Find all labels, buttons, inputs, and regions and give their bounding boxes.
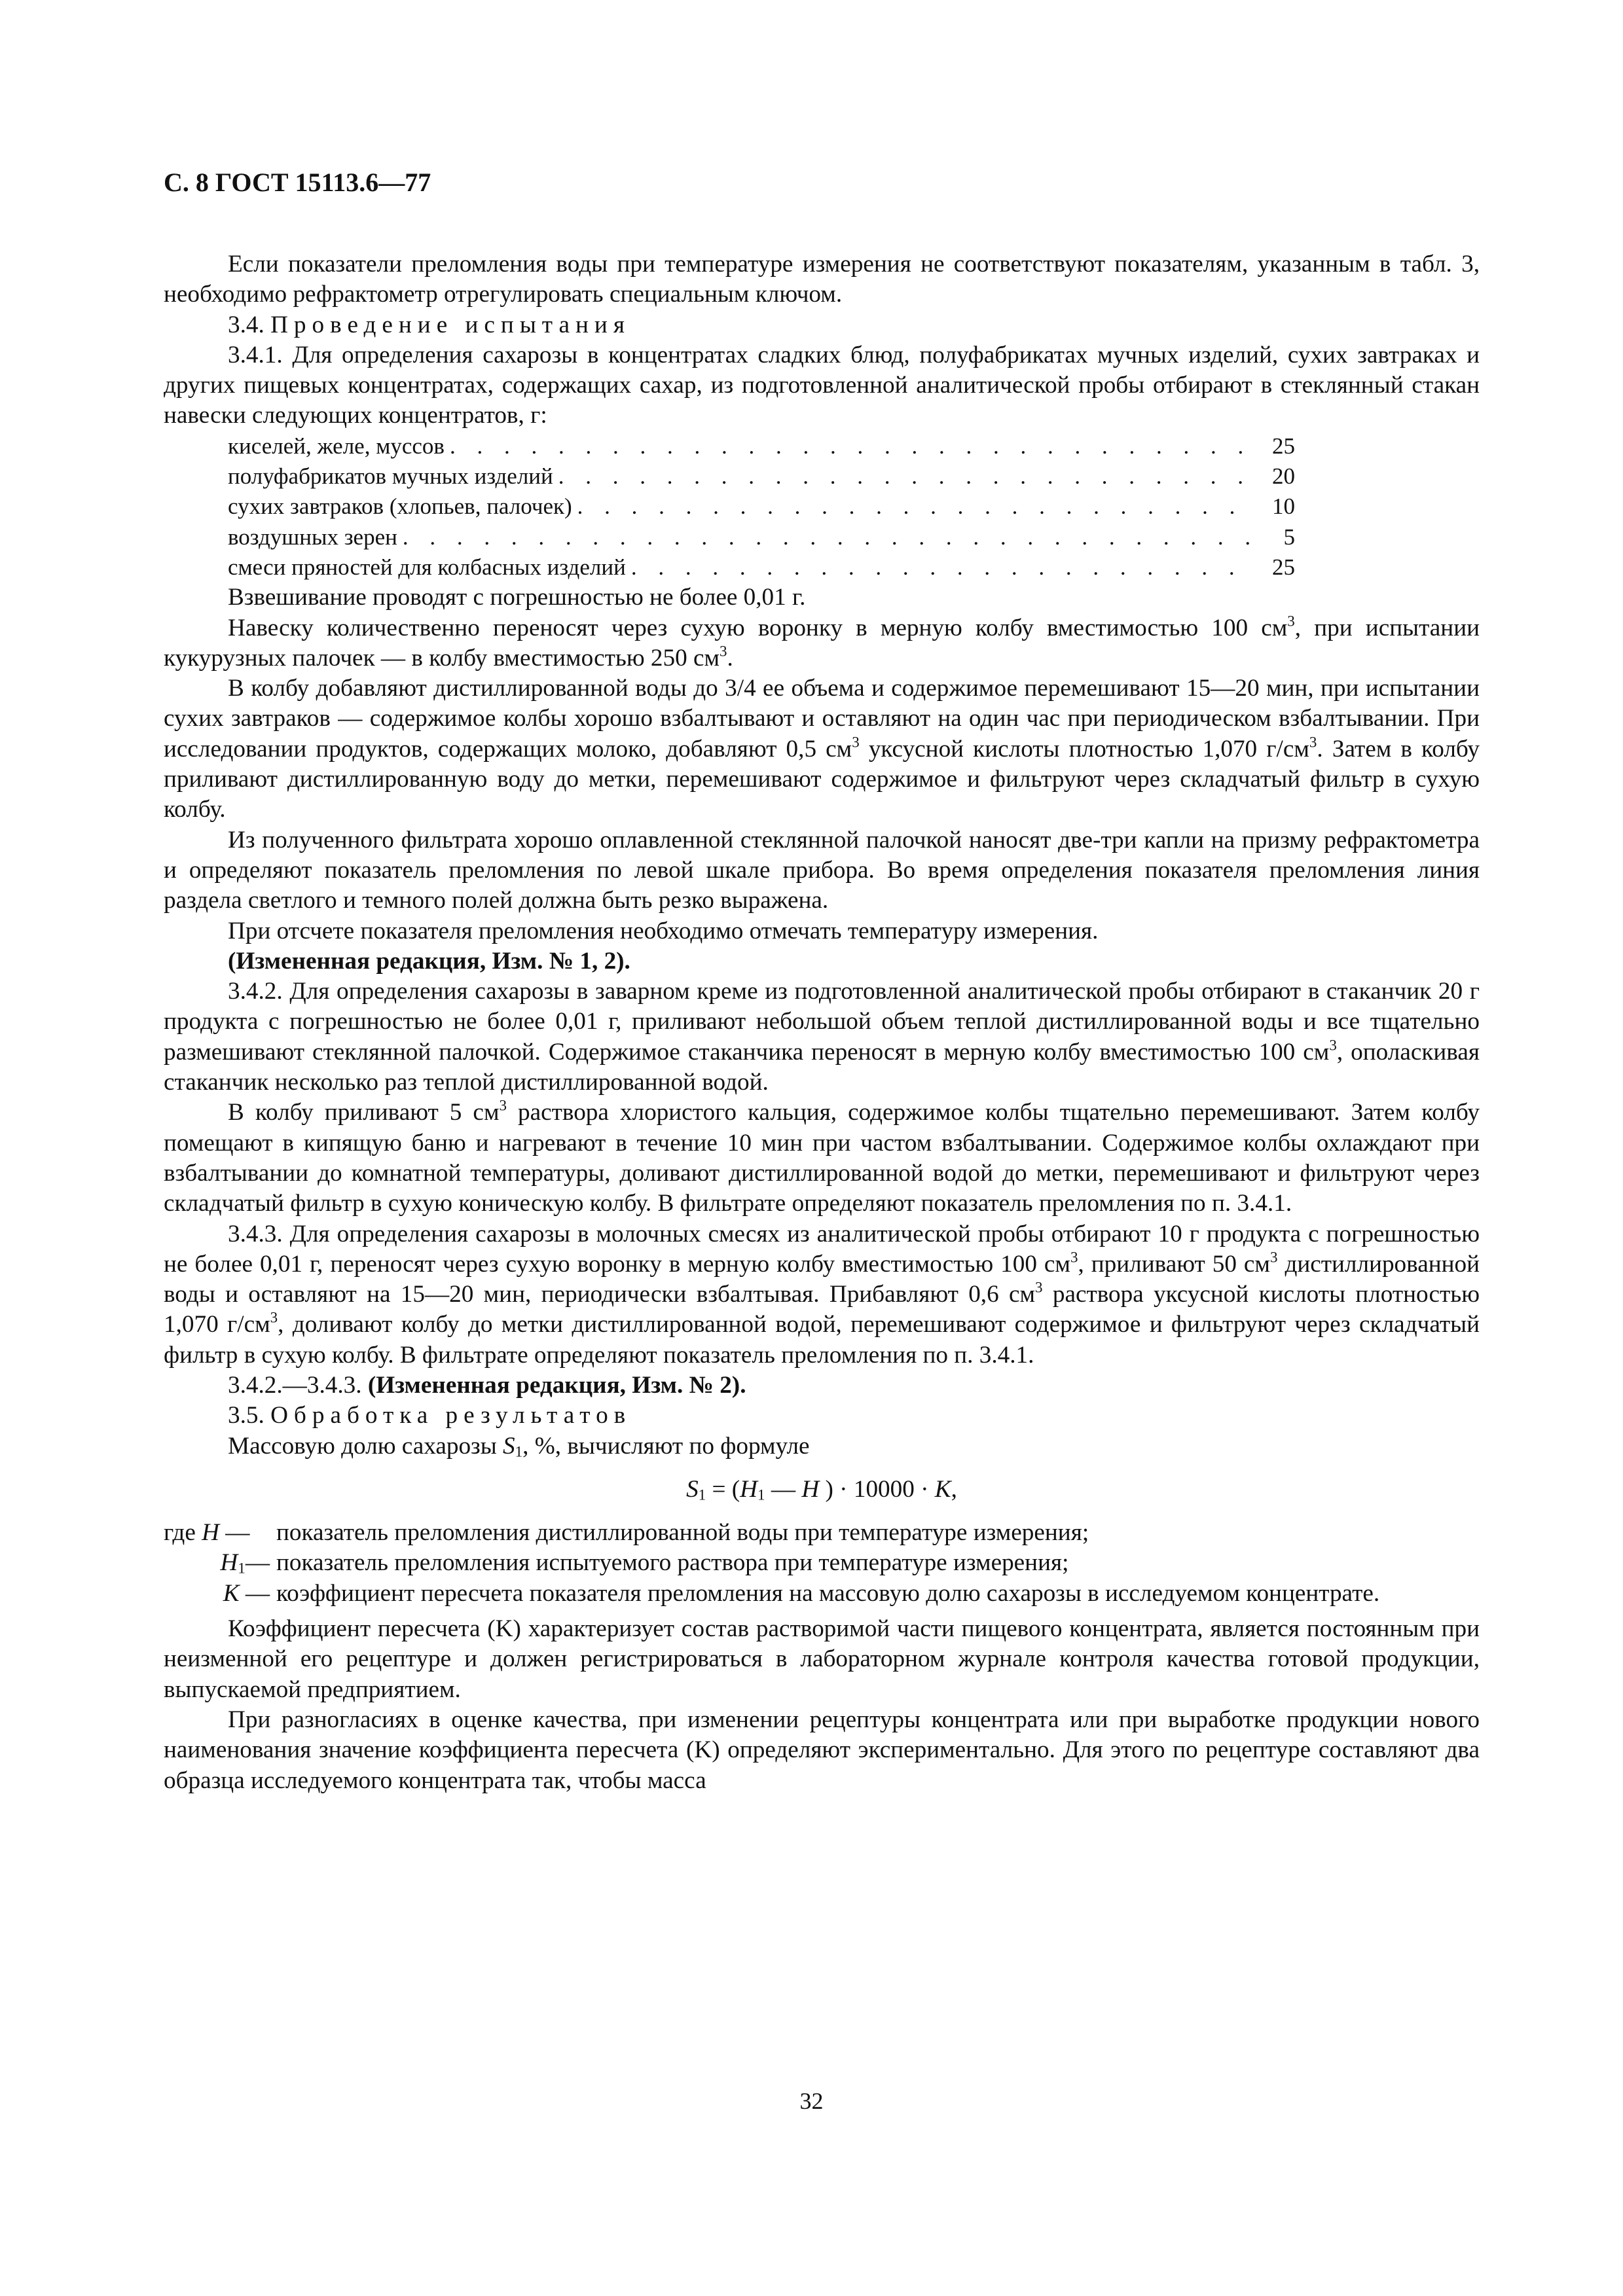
superscript: 3 (1287, 612, 1295, 630)
superscript: 3 (1070, 1248, 1078, 1266)
subscript: 1 (515, 1443, 523, 1460)
list-item (228, 461, 1295, 492)
text-segment: , (951, 1475, 957, 1503)
superscript: 3 (852, 733, 860, 751)
section-number: 3.5. (228, 1402, 264, 1429)
superscript: 3 (270, 1309, 278, 1327)
formula-definitions (164, 1518, 1480, 1609)
text-segment: , доливают колбу до метки дистиллированной водой, перемешивают содержимое и фильтруют через складчатый фильтр в сухую колбу. В фильтрате определяют показатель преломления по п. 3.4.1. (164, 1311, 1480, 1369)
text-segment: где (164, 1519, 202, 1547)
sample-weight: 5 (1283, 524, 1295, 550)
section-3-5-heading (164, 1401, 1480, 1431)
sample-weights-list (228, 431, 1295, 583)
paragraph-add-water (164, 673, 1480, 825)
list-item (228, 552, 1295, 583)
list-item (228, 522, 1295, 552)
definition-text: показатель преломления испытуемого раствора при температуре измерения; (276, 1549, 1069, 1577)
list-item (228, 492, 1295, 522)
text-segment: В колбу добавляют дистиллированной воды до 3/4 ее объема и содержимое перемешивают 15—20 мин, при испытании сухих завтраков — содержимое колбы хорошо взбалтывают и оставляют на один час при периодическом взбалтывании. При исследовании продуктов, содержащих молоко, добавляют 0,5 см (164, 675, 1480, 762)
amendment-note (164, 1371, 1480, 1401)
sample-name: полуфабрикатов мучных изделий (228, 463, 553, 490)
symbol: H (801, 1475, 820, 1503)
paragraph-mass-fraction (164, 1431, 1480, 1462)
sample-name: киселей, желе, муссов (228, 433, 445, 459)
text-segment: , ополаскивая стаканчик несколько раз теплой дистиллированной водой. (164, 1038, 1480, 1096)
sample-weight: 10 (1272, 493, 1295, 520)
sample-weight: 20 (1272, 463, 1295, 490)
text-segment: Навеску количественно переносят через сухую воронку в мерную колбу вместимостью 100 см (228, 614, 1288, 641)
text-segment: — (239, 1579, 270, 1607)
text-segment: 3.4.3. Для определения сахарозы в молочных смесях из аналитической пробы отбирают 10 г продукта с погрешностью не более 0,01 г, переносят через сухую воронку в мерную колбу вместимостью 100 см (164, 1220, 1480, 1278)
leader-dots (403, 522, 1256, 552)
text-segment: , приливают 50 см (1078, 1250, 1270, 1278)
definition-text: коэффициент пересчета показателя преломления на массовую долю сахарозы в исследуемом концентрате. (276, 1579, 1380, 1607)
text-segment: , при испытании кукурузных палочек — в колбу вместимостью 250 см (164, 614, 1480, 672)
text-segment: раствора хлористого кальция, содержимое колбы тщательно перемешивают. Затем колбу помещают в кипящую баню и нагревают в течение 10 мин при частом взбалтывании. Содержимое колбы охлаждают при взбалтывании до комнатной температуры, доливают дистиллированной водой до метки, перемешивают и фильтруют через складчатый фильтр в сухую коническую колбу. В фильтрате определяют показатель преломления по п. 3.4.1. (164, 1099, 1480, 1217)
text-segment: — (765, 1475, 802, 1503)
leader-dots (577, 492, 1256, 522)
section-3-4-heading (164, 310, 1480, 340)
text-segment: 3.4.2. Для определения сахарозы в заварном креме из подготовленной аналитической пробы отбирают в стаканчик 20 г продукта с погрешностью не более 0,01 г, приливают небольшой объем теплой дистиллированной воды и все тщательно размешивают стеклянной палочкой. Содержимое стаканчика переносят в мерную колбу вместимостью 100 см (164, 978, 1480, 1066)
text-segment: раствора уксусной кислоты плотностью 1,070 г/см (164, 1281, 1480, 1338)
paragraph-coefficient: Коэффициент пересчета (K) характеризует состав растворимой части пищевого концентрата, является постоянным при неизменной его рецептуре и должен регистрироваться в лабораторном журнале контроля качества готовой продукции, выпускаемой предприятием. (164, 1615, 1480, 1703)
definition-item (164, 1518, 1480, 1548)
sample-weight: 25 (1272, 433, 1295, 459)
definition-symbol (164, 1518, 276, 1548)
section-title: Проведение испытания (270, 311, 630, 338)
paragraph-reading: При отсчете показателя преломления необходимо отмечать температуру измерения. (228, 917, 1099, 944)
text-segment: уксусной кислоты плотностью 1,070 г/см (859, 735, 1309, 762)
symbol: K (223, 1579, 240, 1607)
document-page (164, 167, 1480, 2248)
subscript: 1 (698, 1486, 706, 1503)
text-segment: 3.4.2.—3.4.3. (228, 1371, 368, 1399)
sample-name: смеси пряностей для колбасных изделий (228, 554, 626, 580)
section-title: Обработка результатов (270, 1402, 632, 1429)
symbol: H (740, 1475, 758, 1503)
paragraph-disagreements: При разногласиях в оценке качества, при изменении рецептуры концентрата или при выработке продукции нового наименования значение коэффициента пересчета (K) определяют экспериментально. Для этого по рецептуре составляют два образца исследуемого концентрата так, чтобы масса (164, 1706, 1480, 1794)
paragraph-3-4-1: 3.4.1. Для определения сахарозы в концентратах сладких блюд, полуфабрикатах мучных изделий, сухих завтраках и других пищевых концентратах, содержащих сахар, из подготовленной аналитической пробы отбирают в стеклянный стакан навески следующих концентратов, г: (164, 341, 1480, 429)
sample-name: сухих завтраков (хлопьев, палочек) (228, 493, 572, 520)
list-item (228, 431, 1295, 461)
text-segment: ) · 10000 · (819, 1475, 935, 1503)
amendment-note: (Измененная редакция, Изм. № 1, 2). (228, 947, 630, 975)
superscript: 3 (720, 642, 727, 660)
page-header: С. 8 ГОСТ 15113.6—77 (164, 168, 431, 197)
definition-item (164, 1579, 1480, 1609)
symbol: H (202, 1519, 219, 1547)
text-segment: = ( (706, 1475, 740, 1503)
paragraph-3-4-2 (164, 977, 1480, 1098)
superscript: 3 (499, 1097, 507, 1115)
symbol: H (220, 1549, 238, 1577)
paragraph-filtrate: Из полученного фильтрата хорошо оплавленной стеклянной палочкой наносят две-три капли на призму рефрактометра и определяют показатель преломления по левой шкале прибора. Во время определения показателя преломления линия раздела светлого и темного полей должна быть резко выражена. (164, 826, 1480, 914)
formula (164, 1475, 1480, 1505)
definition-symbol (164, 1579, 276, 1609)
subscript: 1 (757, 1486, 765, 1503)
sample-weight: 25 (1272, 554, 1295, 580)
superscript: 3 (1309, 733, 1317, 751)
section-number: 3.4. (228, 311, 264, 338)
definition-text: показатель преломления дистиллированной воды при температуре измерения; (276, 1519, 1089, 1547)
text-segment: — (245, 1549, 270, 1577)
text-segment: В колбу приливают 5 см (228, 1099, 500, 1126)
page-number: 32 (799, 2088, 824, 2114)
text-segment: . (727, 644, 733, 672)
text-segment: дистиллированной воды и оставляют на 15—20 мин, периодически взбалтывая. Прибавляют 0,6 см (164, 1250, 1480, 1308)
superscript: 3 (1035, 1278, 1043, 1296)
symbol: S (503, 1432, 515, 1460)
text-segment: . Затем в колбу приливают дистиллированную воду до метки, перемешивают содержимое и фильтруют через складчатый фильтр в сухую колбу. (164, 735, 1480, 823)
text-segment: (Измененная редакция, Изм. № 2). (367, 1371, 746, 1399)
paragraph-3-4-3 (164, 1219, 1480, 1371)
leader-dots (558, 461, 1256, 492)
leader-dots (450, 431, 1256, 461)
paragraph-refractometer-adjust: Если показатели преломления воды при температуре измерения не соответствуют показателям, указанным в табл. 3, необходимо рефрактометр отрегулировать специальным ключом. (164, 251, 1480, 308)
symbol: S (686, 1475, 699, 1503)
superscript: 3 (1269, 1248, 1278, 1266)
leader-dots (631, 552, 1256, 583)
definition-item (164, 1548, 1480, 1578)
symbol: K (934, 1475, 951, 1503)
paragraph-transfer (164, 613, 1480, 674)
text-segment: Массовую долю сахарозы (228, 1432, 503, 1460)
paragraph-calcium (164, 1098, 1480, 1219)
sample-name: воздушных зерен (228, 524, 397, 550)
definition-symbol (164, 1548, 276, 1578)
superscript: 3 (1329, 1036, 1337, 1054)
subscript: 1 (238, 1560, 246, 1577)
text-segment: — (219, 1519, 250, 1547)
paragraph-weighing: Взвешивание проводят с погрешностью не более 0,01 г. (228, 584, 806, 611)
text-segment: , %, вычисляют по формуле (522, 1432, 810, 1460)
